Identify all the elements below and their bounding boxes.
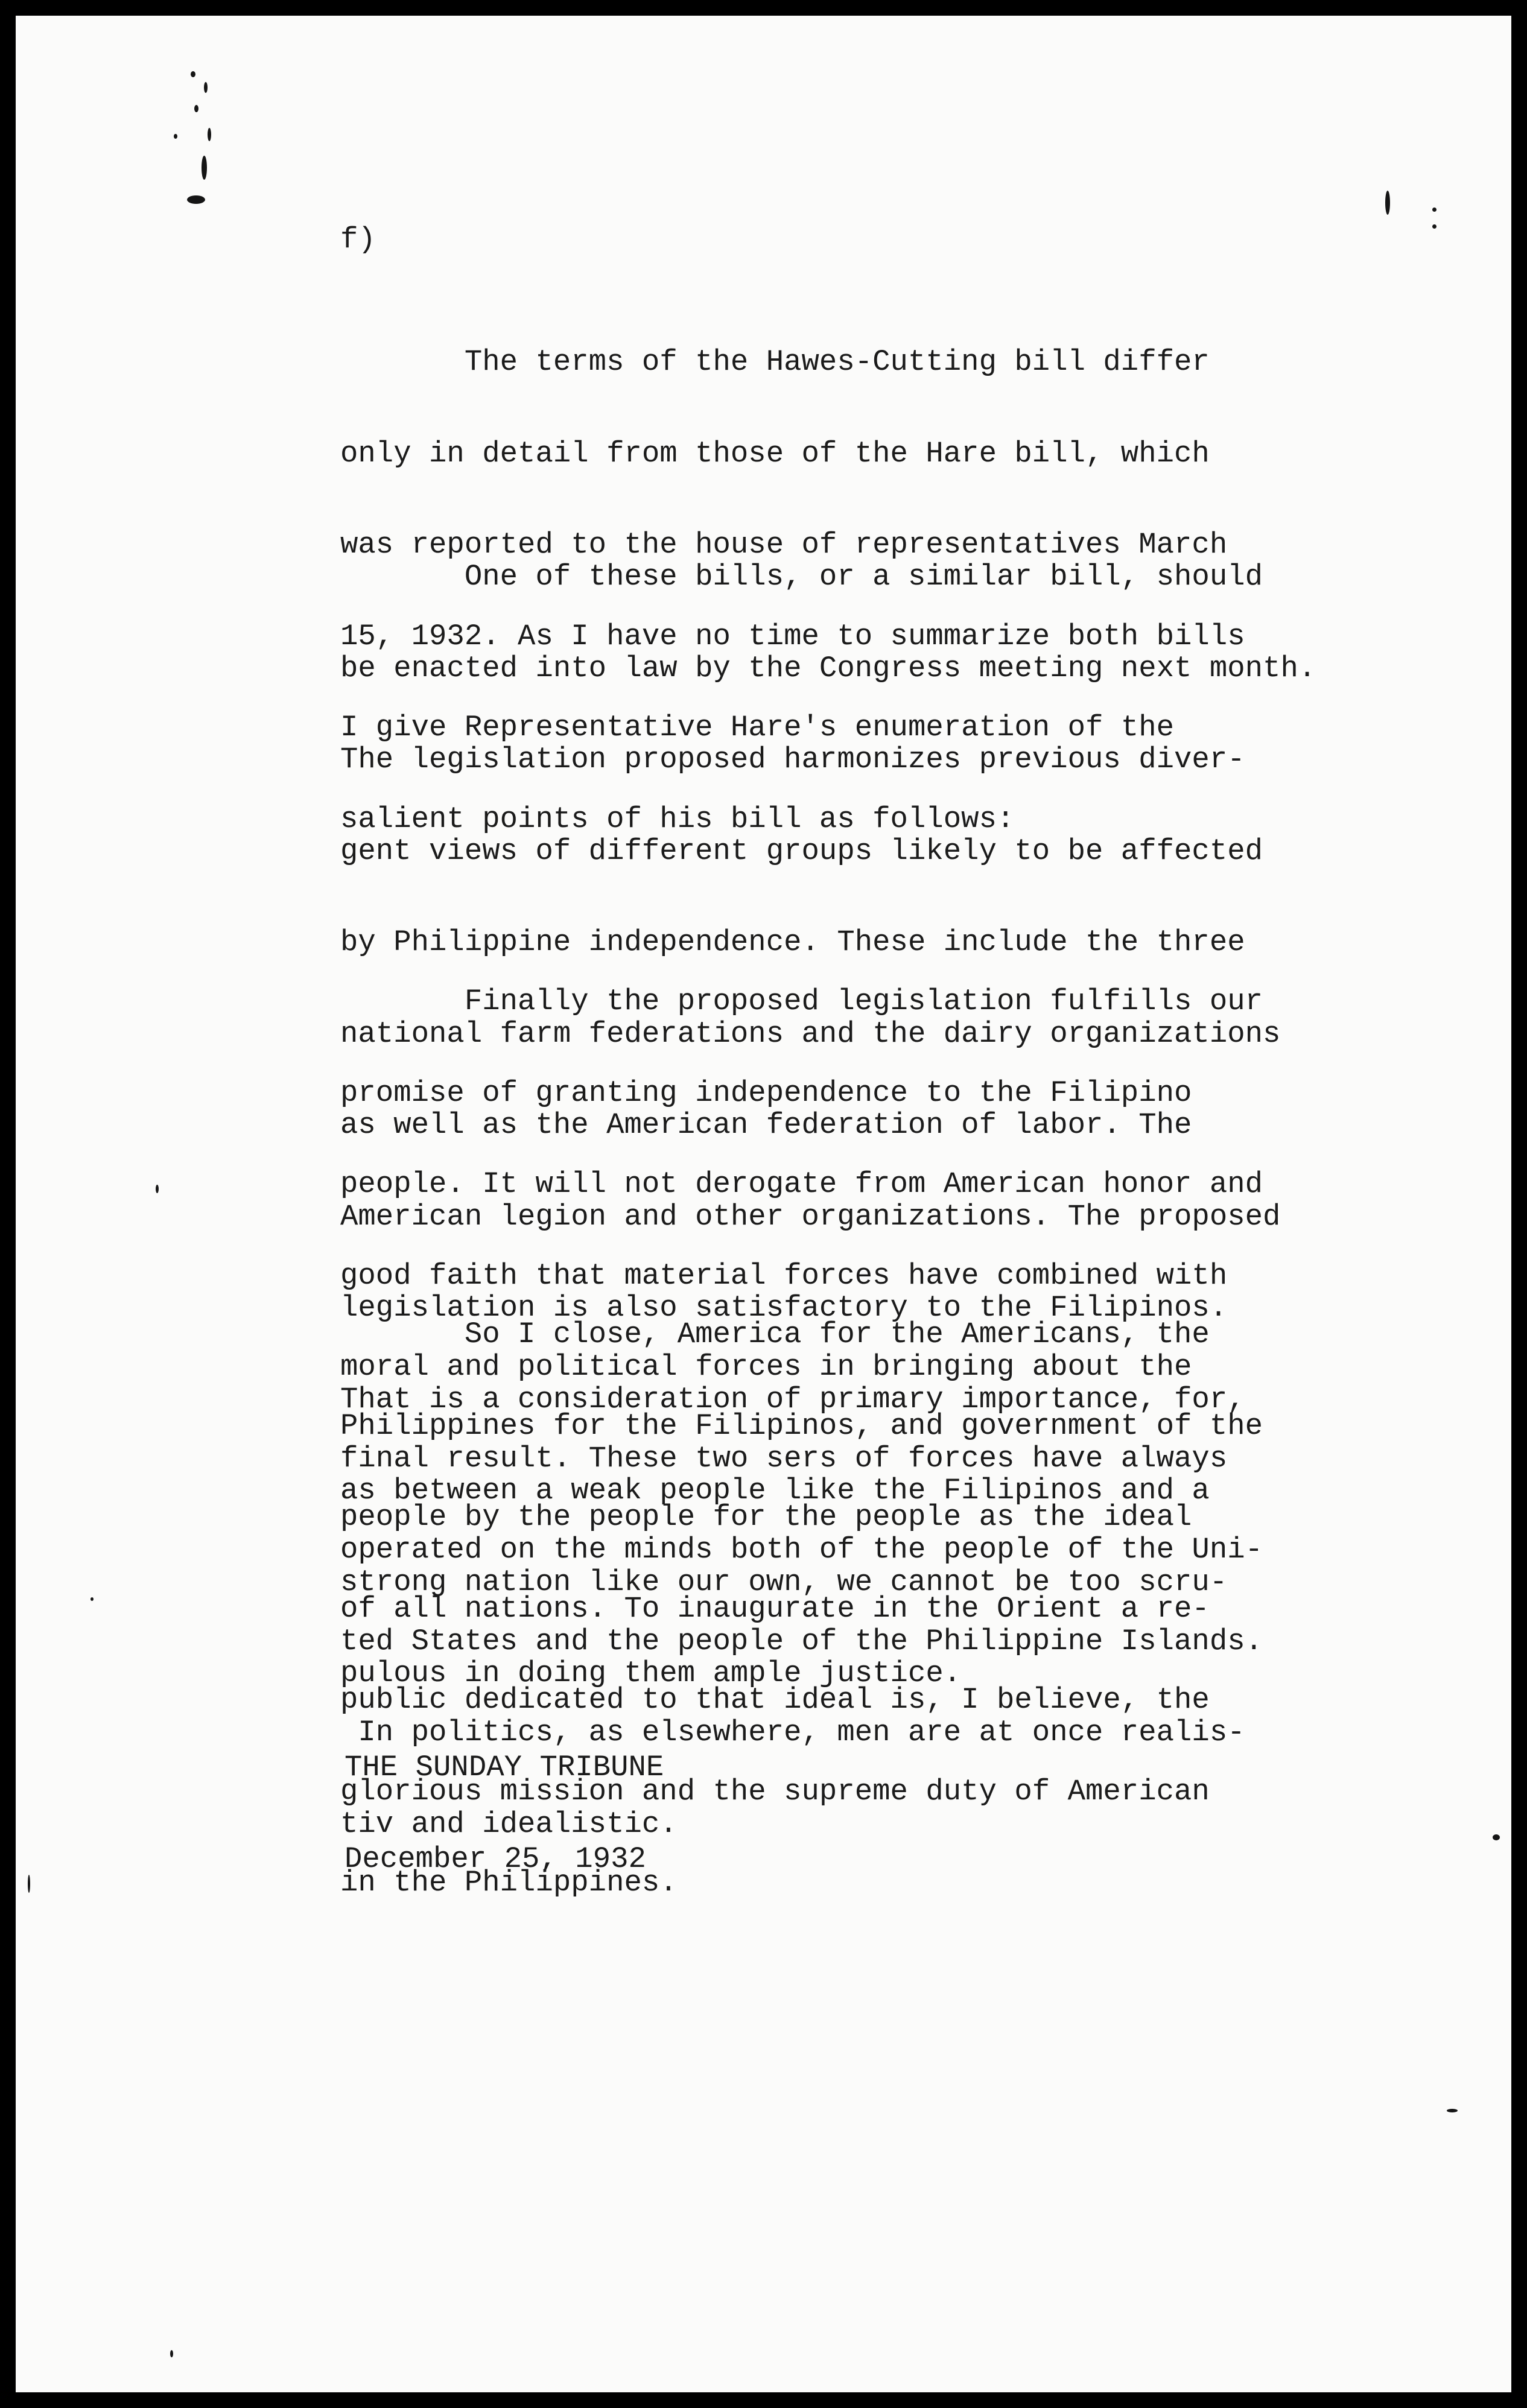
text-line: gent views of different groups likely to be affected (340, 834, 1263, 868)
text-line: as well as the American federation of labor. The (340, 1108, 1192, 1142)
text-line: tiv and idealistic. (340, 1807, 678, 1841)
text-line: Finally the proposed legislation fulfills our (340, 984, 1263, 1018)
text-line: In politics, as elsewhere, men are at once realis- (340, 1716, 1245, 1749)
text-line: was reported to the house of representatives March (340, 528, 1228, 562)
text-line: pulous in doing them ample justice. (340, 1656, 962, 1690)
text-line: in the Philippines. (340, 1866, 678, 1899)
text-line: promise of granting independence to the Filipino (340, 1076, 1192, 1110)
text-line: I give Representative Hare's enumeration of the (340, 711, 1175, 744)
text-line: So I close, America for the Americans, the (340, 1317, 1210, 1351)
text-line: operated on the minds both of the people of the Uni- (340, 1533, 1263, 1567)
text-line: public dedicated to that ideal is, I believe, the (340, 1683, 1210, 1717)
text-line: strong nation like our own, we cannot be too scru- (340, 1565, 1228, 1599)
text-line: only in detail from those of the Hare bill, which (340, 436, 1210, 471)
text-line: American legion and other organizations. The proposed (340, 1199, 1281, 1234)
section-marker: f) (340, 223, 376, 256)
text-line: The legislation proposed harmonizes previous diver- (340, 743, 1245, 776)
text-line: be enacted into law by the Congress meeting next month. (340, 651, 1316, 685)
text-line: people by the people for the people as the ideal (340, 1500, 1192, 1534)
text-line: by Philippine independence. These include the three (340, 925, 1245, 959)
text-line: of all nations. To inaugurate in the Orient a re- (340, 1591, 1210, 1626)
text-line: That is a consideration of primary importance, for, (340, 1382, 1245, 1416)
text-line: 15, 1932. As I have no time to summarize both bills (340, 619, 1245, 653)
source-citation (344, 1691, 664, 1935)
text-line: One of these bills, or a similar bill, should (340, 560, 1263, 594)
text-line: The terms of the Hawes-Cutting bill differ (340, 345, 1210, 379)
text-line: legislation is also satisfactory to the Filipinos. (340, 1291, 1228, 1325)
text-line: ted States and the people of the Philippine Islands. (340, 1624, 1263, 1658)
text-line: moral and political forces in bringing about the (340, 1350, 1192, 1384)
text-line: glorious mission and the supreme duty of American (340, 1774, 1210, 1808)
publication-date: December 25, 1932 (344, 1842, 646, 1876)
publication-name: THE SUNDAY TRIBUNE (344, 1751, 664, 1784)
text-line: national farm federations and the dairy organizations (340, 1016, 1281, 1051)
text-line: people. It will not derogate from American honor and (340, 1167, 1263, 1201)
text-line: as between a weak people like the Filipinos and a (340, 1474, 1210, 1507)
text-line: final result. These two sers of forces have always (340, 1441, 1228, 1475)
text-line: salient points of his bill as follows: (340, 802, 1015, 836)
text-line: good faith that material forces have combined with (340, 1258, 1228, 1293)
document-page (16, 16, 1511, 2392)
text-line: Philippines for the Filipinos, and government of the (340, 1408, 1263, 1443)
